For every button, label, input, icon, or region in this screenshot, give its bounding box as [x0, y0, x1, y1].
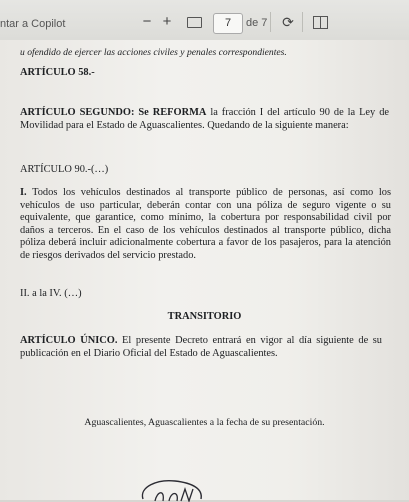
fit-page-button[interactable] [184, 13, 204, 31]
article-segundo-text: la fracción I del artículo 90 de la Ley de Movilidad para el Estado de Aguascalientes. Quedando de la siguiente manera: [20, 107, 389, 131]
article-segundo-paragraph [20, 107, 389, 132]
toolbar-divider [302, 12, 303, 32]
page-number-input[interactable]: 7 [213, 13, 243, 34]
copilot-button[interactable]: ntar a Copilot [0, 18, 66, 30]
pdf-toolbar [0, 0, 409, 41]
rotate-icon: ⟳ [282, 14, 294, 30]
zoom-in-button[interactable] [158, 13, 176, 31]
fraccion-i-text: Todos los vehículos destinados al transporte público de personas, así como los vehículos de uso particular, deberán contar con una póliza de seguro vigente o su equivalente, que garantice, como mínimo, la cobertura por responsabilidad civil por daños a terceros. En el caso de los vehículos destinados al transporte público, dicha póliza deberá incluir adicionalmente cobertura a favor de los pasajeros, para la atención de riesgos derivados del servicio prestado. [20, 187, 391, 261]
rotate-button[interactable] [279, 13, 297, 31]
article-90-heading: ARTÍCULO 90.-(…) [20, 164, 109, 175]
articulo-unico-paragraph [20, 335, 382, 360]
toolbar-divider [270, 12, 271, 32]
articulo-unico-text: El presente Decreto entrará en vigor al día siguiente de su publicación en el Diario Oficial del Estado de Aguascalientes. [20, 335, 383, 359]
page-total-label: de 7 [246, 17, 268, 29]
fraccion-i-paragraph [20, 187, 391, 263]
fracciones-ii-iv: II. a la IV. (…) [20, 288, 82, 299]
articulo-unico-heading: ARTÍCULO ÚNICO. [20, 335, 118, 346]
document-page [0, 40, 409, 500]
fraccion-i-label: I. [20, 187, 27, 198]
previous-paragraph-tail: u ofendido de ejercer las acciones civiles y penales correspondientes. [20, 47, 287, 58]
handwritten-signature [135, 477, 215, 502]
plus-icon: + [162, 13, 172, 30]
closing-line: Aguascalientes, Aguascalientes a la fecha de su presentación. [84, 417, 325, 428]
two-page-view-button[interactable] [311, 13, 329, 31]
article-58-heading: ARTÍCULO 58.- [20, 67, 95, 78]
fit-page-icon [187, 17, 202, 28]
article-segundo-heading: ARTÍCULO SEGUNDO: Se REFORMA [20, 107, 207, 118]
zoom-out-button[interactable] [138, 13, 156, 31]
minus-icon: − [142, 13, 152, 30]
transitorio-heading: TRANSITORIO [167, 311, 242, 322]
